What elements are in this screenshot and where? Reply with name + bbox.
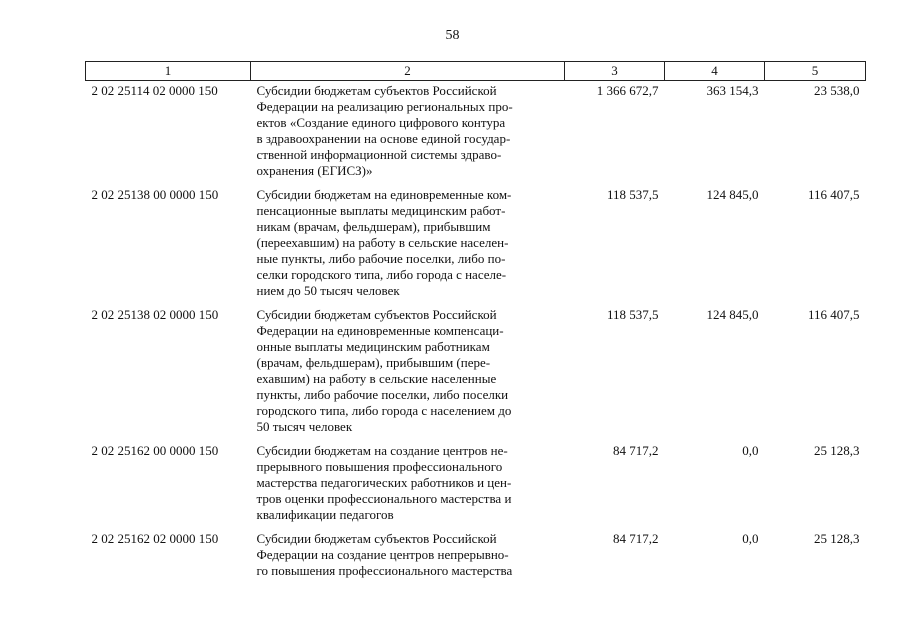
- description-line: Субсидии бюджетам субъектов Российской: [256, 83, 497, 98]
- amount-col-3: 118 537,5: [606, 187, 659, 202]
- description-line: Субсидии бюджетам на создание центров не-: [256, 443, 508, 458]
- description-line: нием до 50 тысяч человек: [256, 283, 400, 298]
- header-col-2: 2: [251, 62, 565, 81]
- description-line: го повышения профессионального мастерства: [256, 563, 513, 578]
- amount-col-3: 1 366 672,7: [596, 83, 659, 98]
- header-col-5: 5: [765, 62, 866, 81]
- description-line: ные пункты, либо рабочие поселки, либо по-: [256, 251, 506, 266]
- description-line: селки городского типа, либо города с населе-: [256, 267, 507, 282]
- budget-code: 2 02 25162 00 0000 150: [91, 443, 219, 458]
- description-line: ектов «Создание единого цифрового контура: [256, 115, 506, 130]
- description-line: Субсидии бюджетам на единовременные ком-: [256, 187, 512, 202]
- description-line: прерывного повышения профессионального: [256, 459, 503, 474]
- description: [251, 185, 565, 305]
- amount-col-5: 116 407,5: [807, 307, 860, 322]
- amount-col-4: 0,0: [742, 531, 759, 546]
- description-line: ехавшим) на работу в сельские населенные: [256, 371, 497, 386]
- description-line: тров оценки профессионального мастерства и: [256, 491, 512, 506]
- budget-code: 2 02 25138 02 0000 150: [91, 307, 219, 322]
- description-line: пенсационные выплаты медицинским работ-: [256, 203, 506, 218]
- description-line: городского типа, либо города с населением до: [256, 403, 512, 418]
- description-line: пункты, либо рабочие поселки, либо поселки: [256, 387, 509, 402]
- description-line: Субсидии бюджетам субъектов Российской: [256, 531, 497, 546]
- header-col-4: 4: [665, 62, 765, 81]
- page-number: 58: [445, 28, 460, 43]
- table-row: [86, 305, 866, 441]
- description-line: Федерации на реализацию региональных про-: [256, 99, 513, 114]
- budget-code: 2 02 25138 00 0000 150: [91, 187, 219, 202]
- amount-col-4: 124 845,0: [706, 187, 759, 202]
- amount-col-4: 363 154,3: [706, 83, 759, 98]
- description-line: (врачам, фельдшерам), прибывшим (пере-: [256, 355, 491, 370]
- description-line: охранения (ЕГИСЗ)»: [256, 163, 373, 178]
- budget-revenue-table: [85, 61, 866, 585]
- amount-col-5: 25 128,3: [814, 531, 860, 546]
- description: [251, 441, 565, 529]
- description-line: Федерации на единовременные компенсаци-: [256, 323, 504, 338]
- amount-col-5: 116 407,5: [807, 187, 860, 202]
- amount-col-5: 25 128,3: [814, 443, 860, 458]
- amount-col-3: 118 537,5: [606, 307, 659, 322]
- description-line: Субсидии бюджетам субъектов Российской: [256, 307, 497, 322]
- amount-col-3: 84 717,2: [613, 531, 659, 546]
- table-row: [86, 441, 866, 529]
- budget-code: 2 02 25162 02 0000 150: [91, 531, 219, 546]
- description: [251, 529, 565, 585]
- description-line: мастерства педагогических работников и цен-: [256, 475, 512, 490]
- table-row: [86, 529, 866, 585]
- description-line: 50 тысяч человек: [256, 419, 353, 434]
- description: [251, 81, 565, 186]
- description-line: онные выплаты медицинским работникам: [256, 339, 490, 354]
- description-line: никам (врачам, фельдшерам), прибывшим: [256, 219, 491, 234]
- table-row: [86, 185, 866, 305]
- header-col-1: 1: [86, 62, 251, 81]
- description-line: Федерации на создание центров непрерывно-: [256, 547, 509, 562]
- description-line: квалификации педагогов: [256, 507, 394, 522]
- amount-col-4: 0,0: [742, 443, 759, 458]
- description: [251, 305, 565, 441]
- table-row: [86, 81, 866, 186]
- amount-col-4: 124 845,0: [706, 307, 759, 322]
- amount-col-3: 84 717,2: [613, 443, 659, 458]
- description-line: (переехавшим) на работу в сельские населен-: [256, 235, 509, 250]
- description-line: ственной информационной системы здраво-: [256, 147, 502, 162]
- budget-code: 2 02 25114 02 0000 150: [91, 83, 218, 98]
- amount-col-5: 23 538,0: [814, 83, 860, 98]
- header-row: [86, 62, 866, 81]
- description-line: в здравоохранении на основе единой государ-: [256, 131, 511, 146]
- header-col-3: 3: [565, 62, 665, 81]
